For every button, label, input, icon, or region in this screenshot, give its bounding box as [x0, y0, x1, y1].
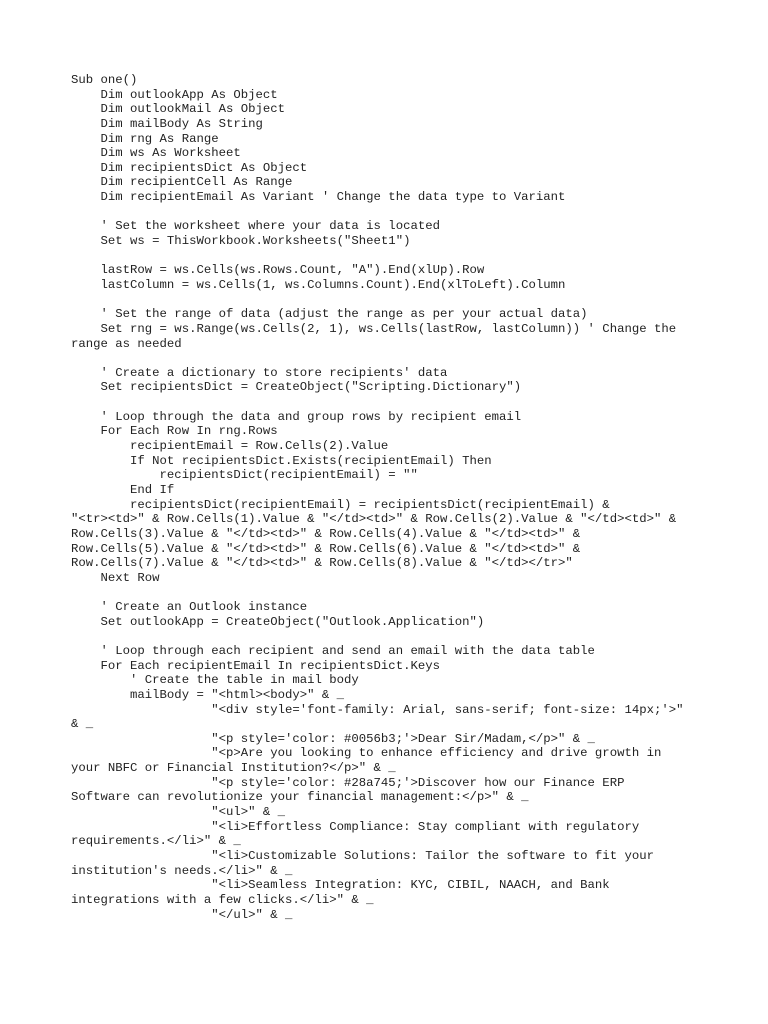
code-line: For Each recipientEmail In recipientsDict.Keys	[71, 658, 440, 673]
code-line	[71, 249, 711, 264]
code-line: ' Create a dictionary to store recipients' data	[71, 365, 448, 380]
code-line: lastColumn = ws.Cells(1, ws.Columns.Count).End(xlToLeft).Column	[71, 277, 566, 292]
code-line: recipientsDict(recipientEmail) = recipientsDict(recipientEmail) &	[71, 497, 610, 512]
code-line: "<p>Are you looking to enhance efficiency and drive growth in	[71, 746, 662, 761]
code-line: Dim rng As Range	[71, 131, 219, 146]
code-line: ' Create the table in mail body	[71, 673, 359, 688]
code-line: Dim recipientCell As Range	[71, 175, 293, 190]
code-line: Dim ws As Worksheet	[71, 146, 241, 161]
code-line: & _	[71, 717, 94, 732]
code-line: range as needed	[71, 336, 182, 351]
code-line	[71, 629, 711, 644]
code-line: institution's needs.</li>" & _	[71, 863, 293, 878]
code-line: Set rng = ws.Range(ws.Cells(2, 1), ws.Cells(lastRow, lastColumn)) ' Change the	[71, 321, 677, 336]
code-line: Dim outlookApp As Object	[71, 87, 278, 102]
code-line: mailBody = "<html><body>" & _	[71, 687, 345, 702]
code-line: Set ws = ThisWorkbook.Worksheets("Sheet1")	[71, 234, 411, 249]
code-line	[71, 205, 711, 220]
vba-code-block	[71, 73, 711, 922]
code-line: requirements.</li>" & _	[71, 834, 241, 849]
code-line: For Each Row In rng.Rows	[71, 424, 278, 439]
code-line: Row.Cells(7).Value & "</td><td>" & Row.Cells(8).Value & "</td></tr>"	[71, 556, 573, 571]
code-line: "<p style='color: #0056b3;'>Dear Sir/Madam,</p>" & _	[71, 731, 595, 746]
code-line: "<li>Effortless Compliance: Stay compliant with regulatory	[71, 819, 640, 834]
code-line: "<li>Seamless Integration: KYC, CIBIL, NAACH, and Bank	[71, 878, 610, 893]
code-line: Dim recipientsDict As Object	[71, 160, 308, 175]
code-line	[71, 351, 711, 366]
code-line: ' Set the range of data (adjust the range as per your actual data)	[71, 307, 588, 322]
code-line: If Not recipientsDict.Exists(recipientEmail) Then	[71, 453, 492, 468]
code-line: Dim outlookMail As Object	[71, 102, 286, 117]
code-line: Dim recipientEmail As Variant ' Change the data type to Variant	[71, 190, 566, 205]
code-line: Sub one()	[71, 73, 138, 87]
code-line: "<tr><td>" & Row.Cells(1).Value & "</td><td>" & Row.Cells(2).Value & "</td><td>" &	[71, 512, 677, 527]
code-line: "<p style='color: #28a745;'>Discover how our Finance ERP	[71, 775, 625, 790]
code-line: lastRow = ws.Cells(ws.Rows.Count, "A").End(xlUp).Row	[71, 263, 485, 278]
code-line: Set outlookApp = CreateObject("Outlook.Application")	[71, 614, 485, 629]
code-line	[71, 293, 711, 308]
code-line: Software can revolutionize your financial management:</p>" & _	[71, 790, 529, 805]
code-line: recipientEmail = Row.Cells(2).Value	[71, 439, 389, 454]
code-line: recipientsDict(recipientEmail) = ""	[71, 468, 418, 483]
code-line: ' Set the worksheet where your data is located	[71, 219, 440, 234]
code-line	[71, 585, 711, 600]
code-line: "<ul>" & _	[71, 805, 286, 820]
code-line: "</ul>" & _	[71, 907, 293, 922]
code-line: ' Loop through each recipient and send an email with the data table	[71, 643, 595, 658]
code-line: "<li>Customizable Solutions: Tailor the software to fit your	[71, 848, 654, 863]
code-line: ' Loop through the data and group rows by recipient email	[71, 409, 522, 424]
code-line: Dim mailBody As String	[71, 116, 263, 131]
code-line: integrations with a few clicks.</li>" & _	[71, 892, 374, 907]
code-line: your NBFC or Financial Institution?</p>" & _	[71, 761, 396, 776]
code-line: Row.Cells(3).Value & "</td><td>" & Row.Cells(4).Value & "</td><td>" &	[71, 526, 581, 541]
code-line: "<div style='font-family: Arial, sans-serif; font-size: 14px;'>"	[71, 702, 684, 717]
code-line: Next Row	[71, 570, 160, 585]
code-line: ' Create an Outlook instance	[71, 600, 308, 615]
code-line	[71, 395, 711, 410]
code-line: Set recipientsDict = CreateObject("Scripting.Dictionary")	[71, 380, 522, 395]
code-line: Row.Cells(5).Value & "</td><td>" & Row.Cells(6).Value & "</td><td>" &	[71, 541, 581, 556]
code-line: End If	[71, 482, 175, 497]
